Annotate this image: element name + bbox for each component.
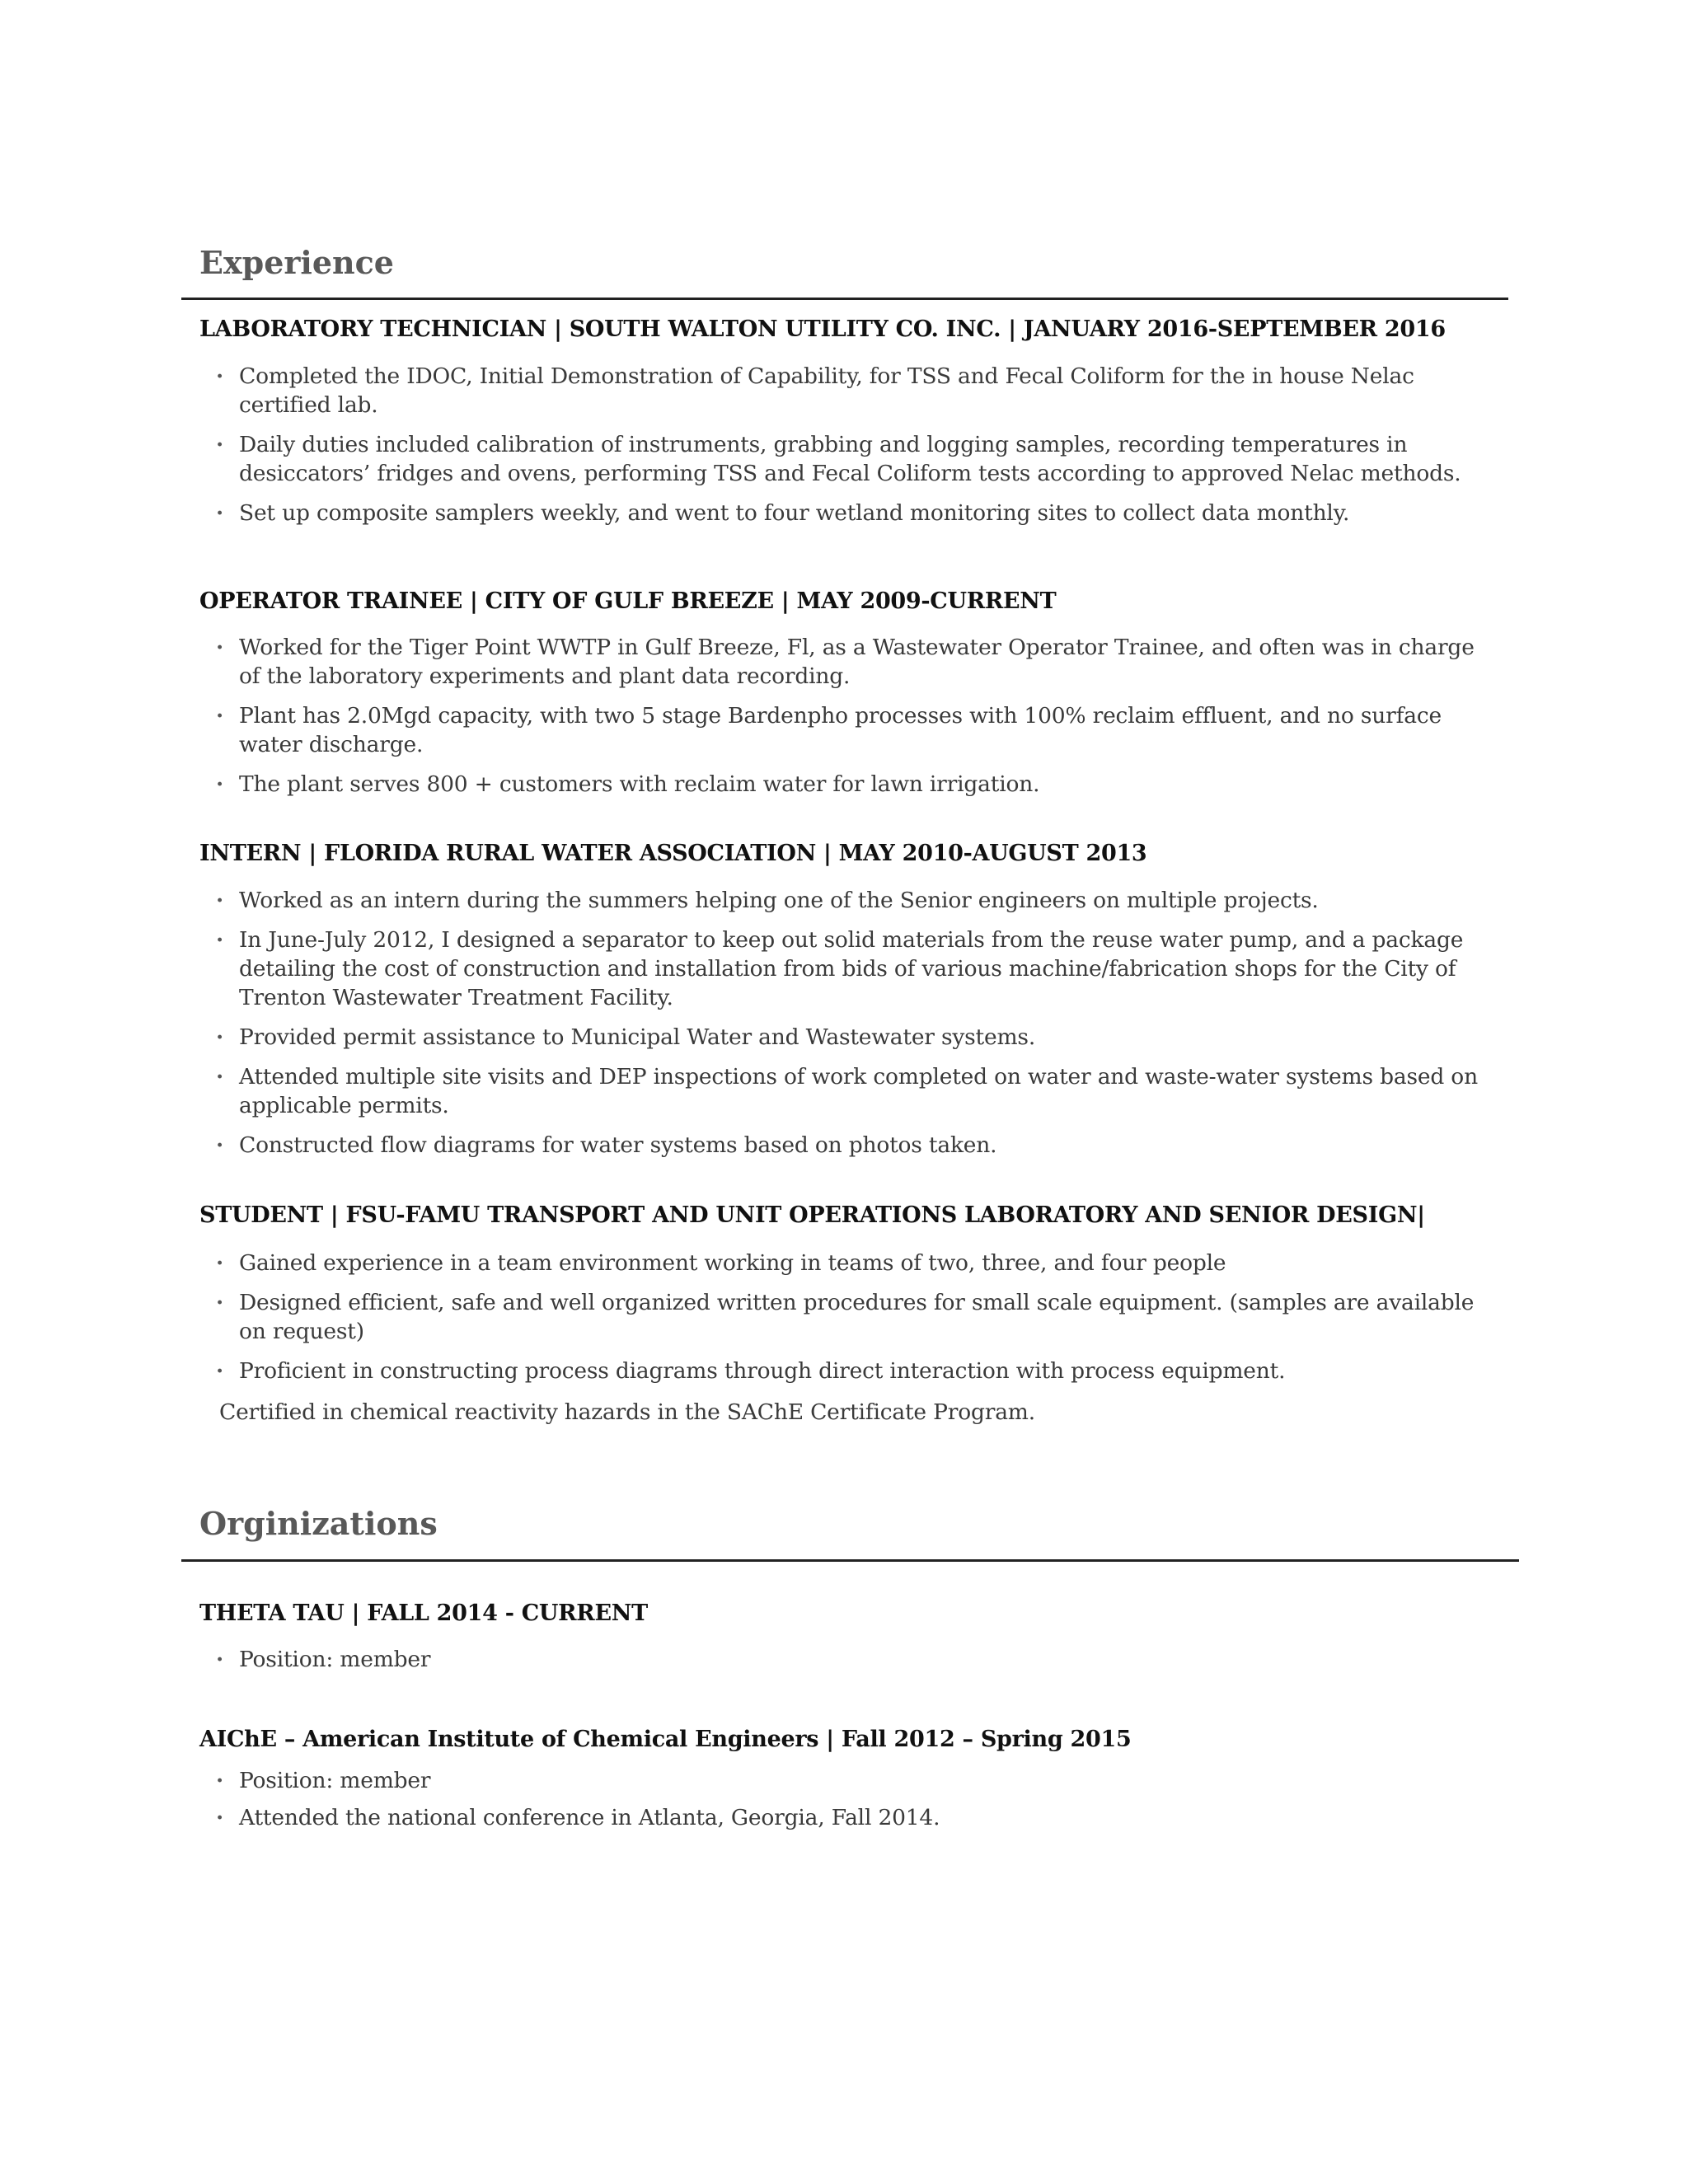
list-item: · Proficient in constructing process diagrams through direct interaction with process equipment. bbox=[216, 1357, 1502, 1385]
list-item: · Gained experience in a team environment working in teams of two, three, and four people bbox=[216, 1249, 1502, 1277]
org-title-theta-tau: THETA TAU | FALL 2014 - CURRENT bbox=[199, 1601, 648, 1626]
job-title-operator-trainee: OPERATOR TRAINEE | CITY OF GULF BREEZE | MAY 2009-CURRENT bbox=[199, 588, 1057, 614]
organizations-heading: Orginizations bbox=[199, 1505, 438, 1542]
org-bullets-theta-tau bbox=[216, 1645, 1502, 1685]
org-bullets-aiche bbox=[216, 1766, 1502, 1843]
experience-divider bbox=[181, 298, 1508, 300]
list-item: · Attended the national conference in Atlanta, Georgia, Fall 2014. bbox=[216, 1803, 1502, 1832]
org-title-aiche: AIChE – American Institute of Chemical Engineers | Fall 2012 – Spring 2015 bbox=[199, 1727, 1132, 1752]
list-item: · Plant has 2.0Mgd capacity, with two 5 stage Bardenpho processes with 100% reclaim effluent, and no surface water discharge. bbox=[216, 701, 1502, 759]
job-title-student: STUDENT | FSU-FAMU TRANSPORT AND UNIT OPERATIONS LABORATORY AND SENIOR DESIGN| bbox=[199, 1202, 1425, 1228]
list-item: · Constructed flow diagrams for water systems based on photos taken. bbox=[216, 1131, 1502, 1160]
list-item: · Worked as an intern during the summers helping one of the Senior engineers on multiple projects. bbox=[216, 886, 1502, 915]
list-item: · Worked for the Tiger Point WWTP in Gulf Breeze, Fl, as a Wastewater Operator Trainee, and often was in charge of the laboratory experiments and plant data recording. bbox=[216, 633, 1502, 691]
list-item: · Designed efficient, safe and well organized written procedures for small scale equipment. (samples are available on request) bbox=[216, 1288, 1502, 1346]
experience-heading: Experience bbox=[199, 244, 394, 281]
list-item: · The plant serves 800 + customers with reclaim water for lawn irrigation. bbox=[216, 770, 1502, 799]
job-bullets-student bbox=[216, 1249, 1502, 1396]
list-item: · Position: member bbox=[216, 1766, 1502, 1795]
list-item: · Daily duties included calibration of instruments, grabbing and logging samples, recording temperatures in desiccators’ fridges and ovens, performing TSS and Fecal Coliform tests according to approved Nelac methods. bbox=[216, 430, 1502, 488]
job-title-lab-technician: LABORATORY TECHNICIAN | SOUTH WALTON UTILITY CO. INC. | JANUARY 2016-SEPTEMBER 2016 bbox=[199, 316, 1446, 342]
job-bullets-operator-trainee bbox=[216, 633, 1502, 809]
list-item: · Provided permit assistance to Municipal Water and Wastewater systems. bbox=[216, 1023, 1502, 1052]
list-item: · Position: member bbox=[216, 1645, 1502, 1674]
list-item: · In June-July 2012, I designed a separator to keep out solid materials from the reuse water pump, and a package detailing the cost of construction and installation from bids of various machine/fabrication shops for the City of Trenton Wastewater Treatment Facility. bbox=[216, 926, 1502, 1012]
job-bullets-intern bbox=[216, 886, 1502, 1170]
list-item: · Set up composite samplers weekly, and went to four wetland monitoring sites to collect data monthly. bbox=[216, 499, 1502, 527]
list-item: · Completed the IDOC, Initial Demonstration of Capability, for TSS and Fecal Coliform for the in house Nelac certified lab. bbox=[216, 362, 1502, 419]
organizations-divider bbox=[181, 1559, 1519, 1562]
job-title-intern: INTERN | FLORIDA RURAL WATER ASSOCIATION | MAY 2010-AUGUST 2013 bbox=[199, 841, 1147, 866]
list-item: · Attended multiple site visits and DEP inspections of work completed on water and waste-water systems based on applicable permits. bbox=[216, 1062, 1502, 1120]
job-bullets-lab-technician bbox=[216, 362, 1502, 538]
certification-note: Certified in chemical reactivity hazards in the SAChE Certificate Program. bbox=[219, 1399, 1035, 1425]
